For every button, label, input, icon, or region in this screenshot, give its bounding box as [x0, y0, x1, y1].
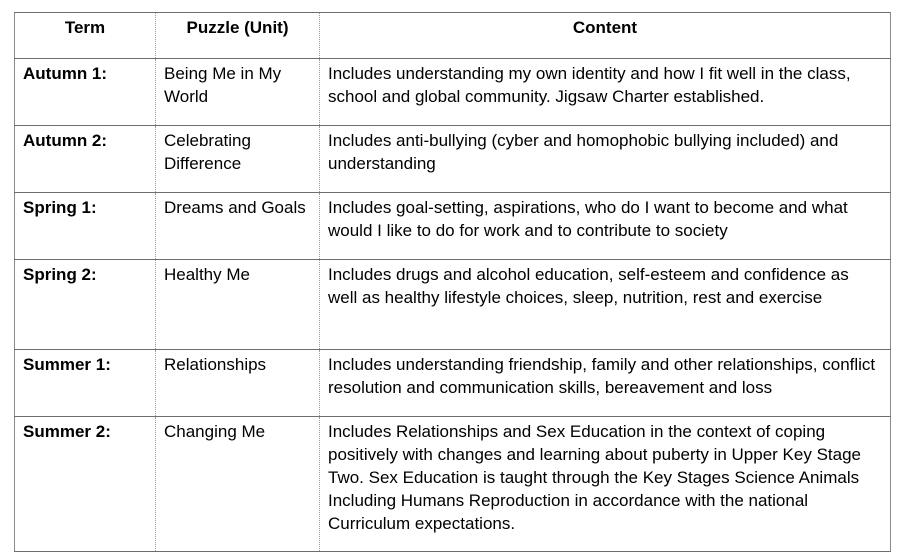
term-cell: Spring 2: [15, 260, 156, 350]
table-row [15, 126, 891, 193]
puzzle-cell: Celebrating Difference [156, 126, 320, 193]
term-cell: Spring 1: [15, 193, 156, 260]
puzzle-cell: Dreams and Goals [156, 193, 320, 260]
term-cell: Autumn 1: [15, 59, 156, 126]
content-cell: Includes goal-setting, aspirations, who do I want to become and what would I like to do for work and to contribute to society [320, 193, 891, 260]
term-cell: Summer 2: [15, 417, 156, 552]
curriculum-table [14, 12, 891, 552]
table-row [15, 417, 891, 552]
header-puzzle: Puzzle (Unit) [156, 13, 320, 59]
header-term: Term [15, 13, 156, 59]
table-row [15, 260, 891, 350]
term-cell: Autumn 2: [15, 126, 156, 193]
puzzle-cell: Relationships [156, 350, 320, 417]
header-row [15, 13, 891, 59]
header-content: Content [320, 13, 891, 59]
table-row [15, 59, 891, 126]
puzzle-cell: Being Me in My World [156, 59, 320, 126]
content-cell: Includes understanding friendship, family and other relationships, conflict resolution and communication skills, bereavement and loss [320, 350, 891, 417]
content-cell: Includes Relationships and Sex Education in the context of coping positively with changes and learning about puberty in Upper Key Stage Two. Sex Education is taught through the Key Stages Science Animals Including Humans Reproduction in accordance with the national Curriculum expectations. [320, 417, 891, 552]
puzzle-cell: Changing Me [156, 417, 320, 552]
content-cell: Includes drugs and alcohol education, self-esteem and confidence as well as healthy lifestyle choices, sleep, nutrition, rest and exercise [320, 260, 891, 350]
table-row [15, 350, 891, 417]
puzzle-cell: Healthy Me [156, 260, 320, 350]
content-cell: Includes understanding my own identity and how I fit well in the class, school and global community. Jigsaw Charter established. [320, 59, 891, 126]
content-cell: Includes anti-bullying (cyber and homophobic bullying included) and understanding [320, 126, 891, 193]
term-cell: Summer 1: [15, 350, 156, 417]
curriculum-table-container [14, 12, 890, 552]
table-row [15, 193, 891, 260]
